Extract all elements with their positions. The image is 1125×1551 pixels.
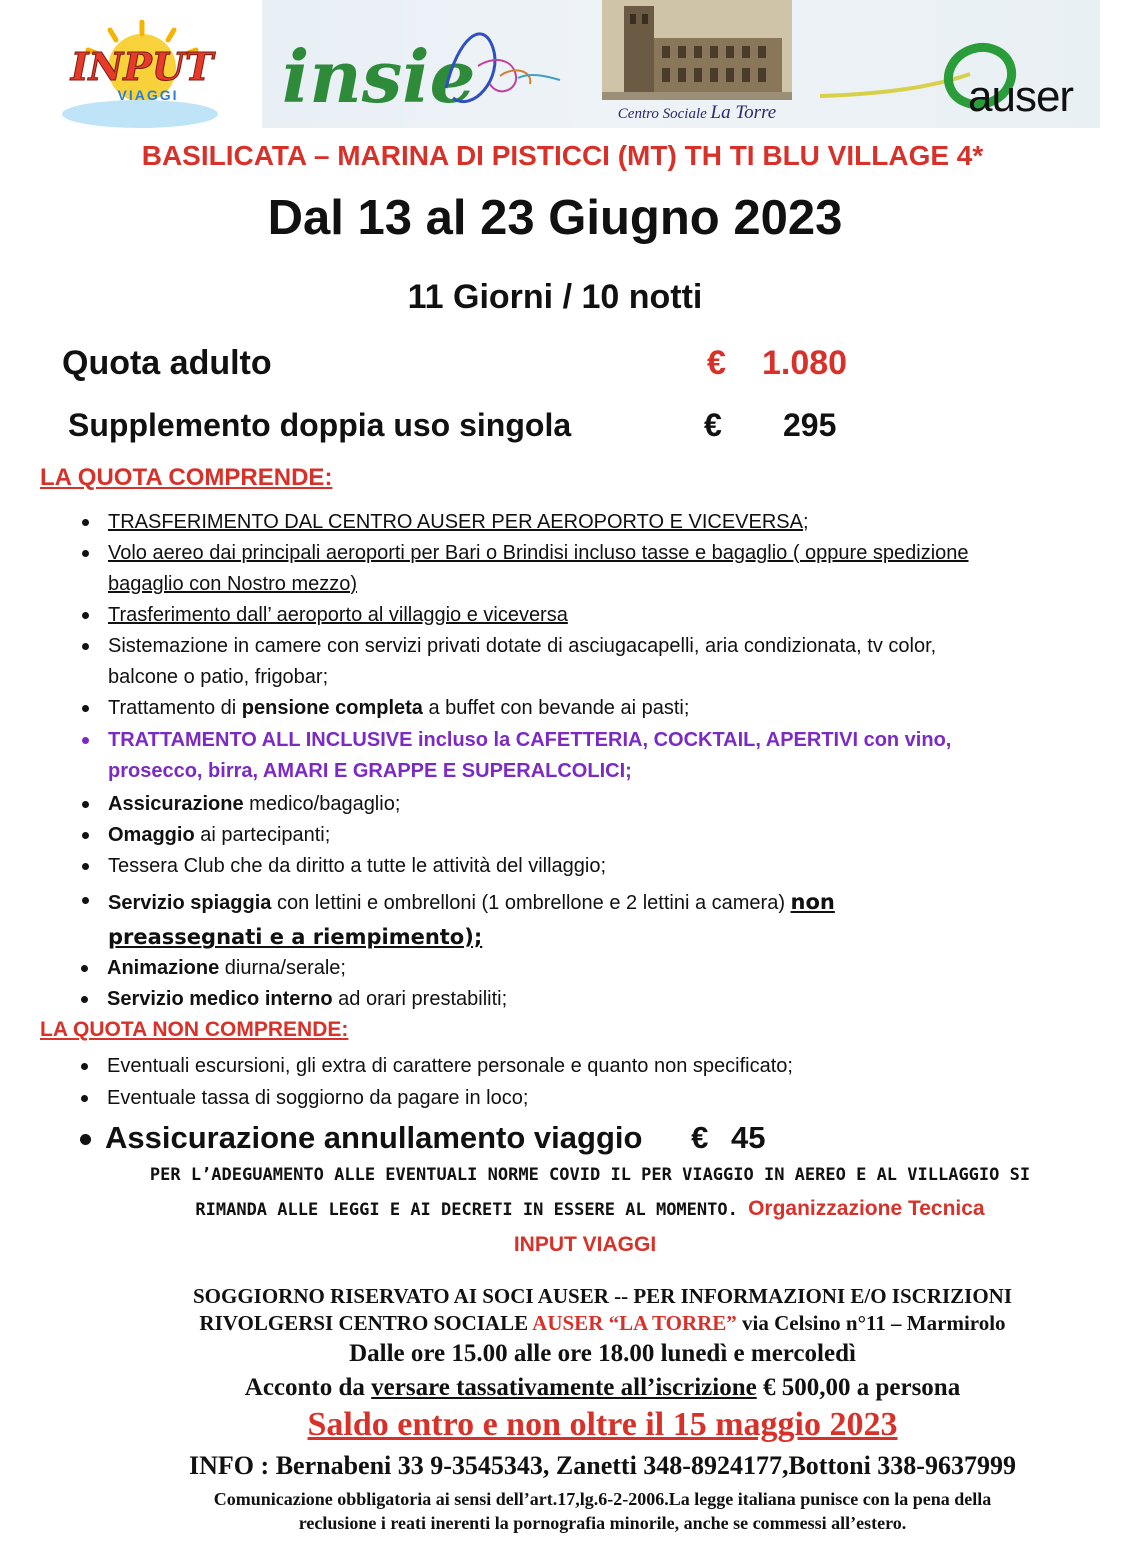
footer-reserved-line: SOGGIORNO RISERVATO AI SOCI AUSER -- PER INFORMAZIONI E/O ISCRIZIONI [192,1284,1012,1308]
dates-title: Dal 13 al 23 Giugno 2023 [267,191,843,245]
excludes-heading: LA QUOTA NON COMPRENDE: [40,1018,349,1041]
list-item: Volo aereo dai principali aeroporti per Bari o Brindisi incluso tasse e bagaglio ( oppure spedizione bagaglio con Nostro mezzo) [108,538,1108,600]
annulment-value: 45 [730,1120,766,1155]
bullet-icon [80,1134,91,1145]
footer-hours-line: Dalle ore 15.00 alle ore 18.00 lunedì e mercoledì [349,1340,856,1367]
bullet-icon [82,550,89,557]
duration-title: 11 Giorni / 10 notti [407,278,703,316]
annulment-label: Assicurazione annullamento viaggio [105,1120,643,1155]
list-item: Assicurazione medico/bagaglio; [108,789,1108,820]
list-item: TRATTAMENTO ALL INCLUSIVE incluso la CAFETTERIA, COCKTAIL, APERTIVI con vino, prosecco, birra, AMARI E GRAPPE E SUPERALCOLICI; [108,725,1108,787]
list-item: Tessera Club che da diritto a tutte le attività del villaggio; [108,851,1108,882]
covid-note-text: RIMANDA ALLE LEGGI E AI DECRETI IN ESSERE AL MOMENTO. [195,1200,738,1220]
footer-contact-line: RIVOLGERSI CENTRO SOCIALE AUSER “LA TORRE” via Celsino n°11 – Marmirolo [199,1311,1006,1335]
header [0,0,1125,132]
list-item: Animazione diurna/serale; [107,953,1107,984]
bullet-icon [82,519,89,526]
annulment-insurance-row [80,1120,765,1156]
single-supplement-value: 295 [783,407,837,443]
single-supplement-label: Supplemento doppia uso singola [68,407,572,443]
adult-price-currency: € [707,344,726,382]
list-item: Trattamento di pensione completa a buffet con bevande ai pasti; [108,693,1108,724]
bullet-icon [81,965,88,972]
viaggi-logo-text: VIAGGI [117,87,179,103]
list-item: Servizio spiaggia con lettini e ombrelloni (1 ombrellone e 2 lettini a camera) non preassegnati e a riempimento); [108,885,1108,955]
bullet-icon [81,1063,88,1070]
input-viaggi-logo [52,20,232,130]
bullet-icon [81,1095,88,1102]
balance-deadline: Saldo entro e non oltre il 15 maggio 2023 [307,1406,898,1443]
legal-notice-line2: reclusione i reati inerenti la pornografia minorile, anche se commessi all’estero. [298,1513,907,1533]
list-item: TRASFERIMENTO DAL CENTRO AUSER PER AEROPORTO E VICEVERSA; [108,507,1108,538]
bullet-icon [82,863,89,870]
destination-title: BASILICATA – MARINA DI PISTICCI (MT) TH TI BLU VILLAGE 4* [141,140,984,171]
adult-price-label: Quota adulto [62,344,272,382]
list-item: Eventuale tassa di soggiorno da pagare in loco; [107,1083,1107,1114]
bullet-icon [82,643,89,650]
bullet-icon [82,832,89,839]
technical-organization-label: Organizzazione Tecnica [748,1197,985,1220]
insieme-logo-text: insie [282,34,476,118]
bullet-icon [82,737,89,744]
annulment-currency: € [691,1120,709,1155]
la-torre-caption [612,102,782,124]
auser-la-torre-name: AUSER “LA TORRE” [532,1311,737,1335]
bullet-icon [82,801,89,808]
list-item: Trasferimento dall’ aeroporto al villaggio e viceversa [108,600,1108,631]
includes-heading: LA QUOTA COMPRENDE: [40,464,333,491]
bullet-icon [82,897,89,904]
bullet-icon [81,996,88,1003]
torre-caption-name: La Torre [710,102,777,123]
insieme-logo [278,18,568,118]
covid-note-line2 [60,1192,1120,1227]
input-logo-text: INPUT [70,44,214,89]
bullet-icon [82,705,89,712]
list-item: Sistemazione in camere con servizi privati dotate di asciugacapelli, aria condizionata, tv color, balcone o patio, frigobar; [108,631,1108,693]
auser-logo-text: auser [968,72,1074,121]
list-item: Omaggio ai partecipanti; [108,820,1108,851]
covid-note-line1: PER L’ADEGUAMENTO ALLE EVENTUALI NORME COVID IL PER VIAGGIO IN AEREO E AL VILLAGGIO SI [149,1165,1031,1185]
list-item: Servizio medico interno ad orari prestabiliti; [107,984,1107,1015]
bullet-icon [82,612,89,619]
technical-organization-name: INPUT VIAGGI [513,1233,657,1256]
torre-caption-prefix: Centro Sociale [617,106,707,122]
adult-price-value: 1.080 [762,344,848,382]
legal-notice-line1: Comunicazione obbligatoria ai sensi dell’art.17,lg.6-2-2006.La legge italiana punisce con la pena della [213,1489,992,1509]
info-contacts: INFO : Bernabeni 33 9-3545343, Zanetti 348-8924177,Bottoni 338-9637999 [189,1451,1016,1480]
list-item: Eventuali escursioni, gli extra di carattere personale e quanto non specificato; [107,1051,1107,1082]
single-supplement-currency: € [704,407,722,443]
footer-deposit-line: Acconto da versare tassativamente all’iscrizione € 500,00 a persona [244,1374,961,1401]
